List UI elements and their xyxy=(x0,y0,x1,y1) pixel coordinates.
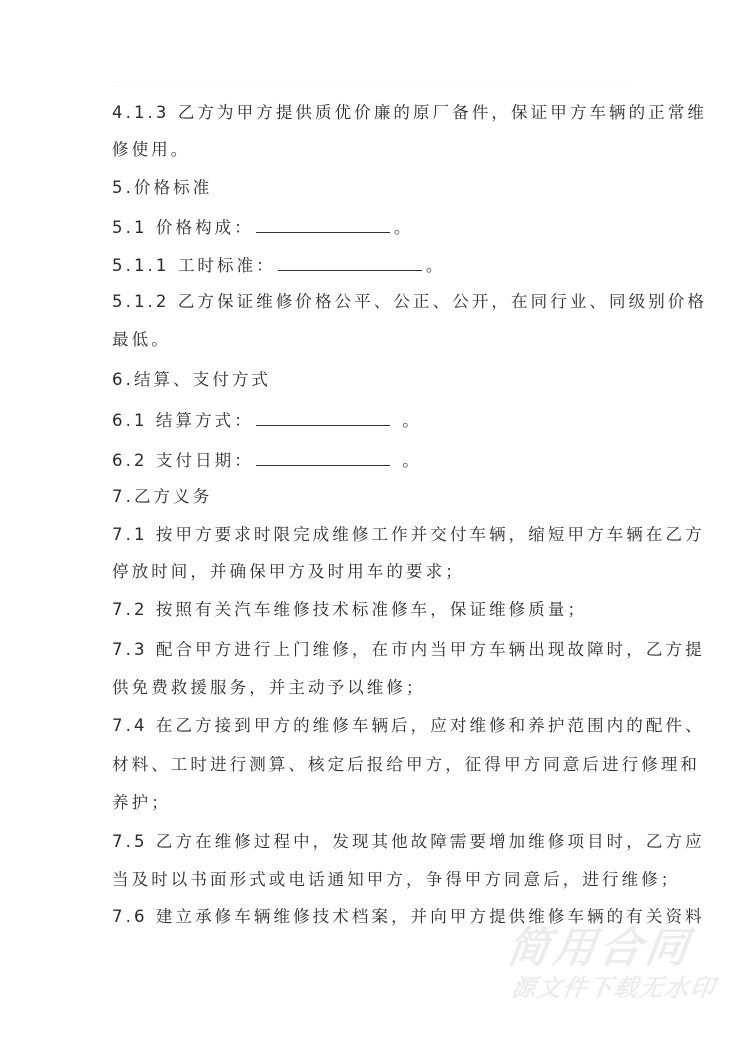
clause-5-1-2-line-1: 5.1.2 乙方保证维修价格公平、公正、公开，在同行业、同级别价格 xyxy=(112,292,708,311)
payment-date-field[interactable] xyxy=(256,449,390,466)
clause-6-1 xyxy=(112,409,422,432)
clause-7-1-line-2: 停放时间，并确保甲方及时用车的要求； xyxy=(112,562,465,581)
labor-standard-label: 5.1.1 工时标准： xyxy=(112,256,276,275)
clause-7-6-line-1: 7.6 建立承修车辆维修技术档案，并向甲方提供维修车辆的有关资料 xyxy=(112,907,705,926)
payment-date-label: 6.2 支付日期： xyxy=(112,451,254,470)
settlement-method-field[interactable] xyxy=(256,409,390,426)
clause-7-1-line-1: 7.1 按甲方要求时限完成维修工作并交付车辆，缩短甲方车辆在乙方 xyxy=(112,525,705,544)
clause-7-3-line-2: 供免费救援服务，并主动予以维修； xyxy=(112,678,426,697)
clause-7-4-line-1: 7.4 在乙方接到甲方的维修车辆后，应对维修和养护范围内的配件、 xyxy=(112,716,705,735)
clause-7-4-line-2: 材料、工时进行测算、核定后报给甲方，征得甲方同意后进行修理和 xyxy=(112,755,700,774)
clause-5-1 xyxy=(112,216,414,239)
price-composition-label: 5.1 价格构成： xyxy=(112,218,254,237)
clause-4-1-3-line-2: 修使用。 xyxy=(112,140,191,159)
labor-standard-suffix: 。 xyxy=(425,256,446,275)
clause-4-1-3-line-1: 4.1.3 乙方为甲方提供质优价廉的原厂备件，保证甲方车辆的正常维 xyxy=(112,103,708,122)
settlement-method-label: 6.1 结算方式： xyxy=(112,411,254,430)
clause-7-2: 7.2 按照有关汽车维修技术标准修车，保证维修质量； xyxy=(112,600,588,619)
clause-7-4-line-3: 养护； xyxy=(112,793,171,812)
clause-5-1-2-line-2: 最低。 xyxy=(112,330,171,349)
clause-7-5-line-1: 7.5 乙方在维修过程中，发现其他故障需要增加维修项目时，乙方应 xyxy=(112,832,705,851)
section-5-heading: 5.价格标准 xyxy=(112,178,213,197)
clause-7-3-line-1: 7.3 配合甲方进行上门维修，在市内当甲方车辆出现故障时，乙方提 xyxy=(112,640,705,659)
clause-6-2 xyxy=(112,449,422,472)
watermark-tagline: 源文件下载无水印 xyxy=(509,974,718,1002)
clause-5-1-1 xyxy=(112,254,445,277)
settlement-method-suffix: 。 xyxy=(393,411,422,430)
price-composition-suffix: 。 xyxy=(393,218,414,237)
clause-7-5-line-2: 当及时以书面形式或电话通知甲方，争得甲方同意后，进行维修； xyxy=(112,870,681,889)
section-6-heading: 6.结算、支付方式 xyxy=(112,370,272,389)
section-7-heading: 7.乙方义务 xyxy=(112,487,213,506)
price-composition-field[interactable] xyxy=(256,216,390,233)
faint-header-artifact xyxy=(112,86,632,89)
watermark-brand: 简用合同 xyxy=(504,923,696,972)
payment-date-suffix: 。 xyxy=(393,451,422,470)
labor-standard-field[interactable] xyxy=(278,254,422,271)
